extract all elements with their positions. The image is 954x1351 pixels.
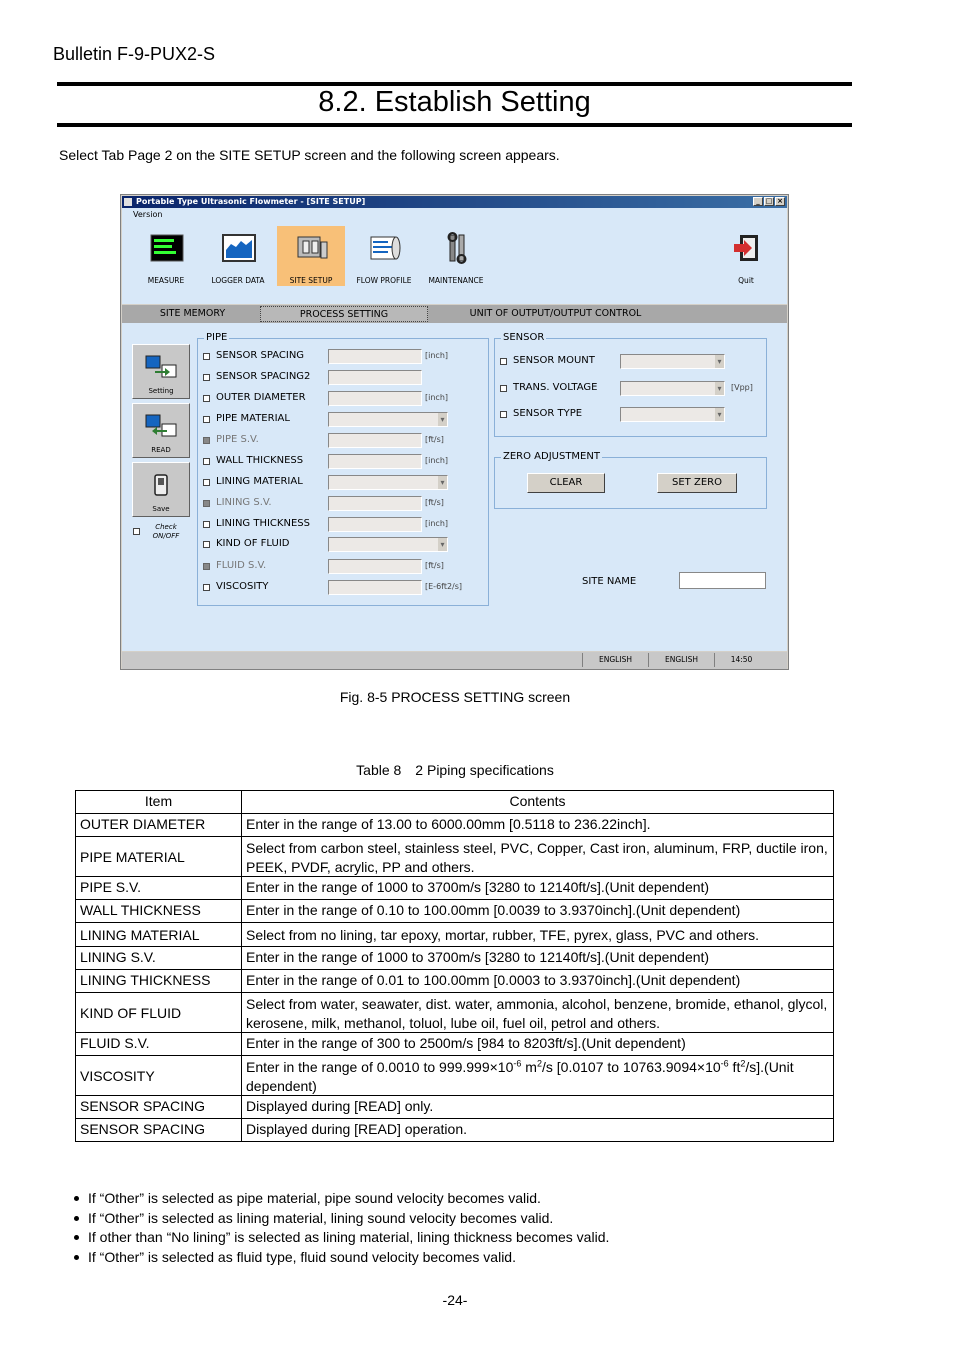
piping-spec-table (75, 790, 834, 1142)
notes-list (72, 1190, 609, 1268)
pipe-row-input[interactable] (328, 580, 422, 595)
superscript: -6 (720, 1058, 729, 1069)
pipe-row-checkbox[interactable] (203, 479, 210, 486)
table-caption: Table 8 2 Piping specifications (356, 762, 554, 778)
page-number: -24- (442, 1292, 468, 1308)
title-bottom-rule (57, 123, 852, 127)
set-zero-button[interactable]: SET ZERO (657, 473, 737, 493)
site-name-input[interactable] (679, 572, 766, 589)
toolbar-site-setup[interactable] (277, 226, 345, 286)
pipe-row-label: PIPE MATERIAL (216, 413, 290, 424)
toolbar-flow-profile[interactable] (350, 226, 418, 286)
table-item-cell: KIND OF FLUID (76, 993, 242, 1033)
zero-adjustment-group (494, 451, 767, 509)
table-row (76, 947, 834, 970)
pipe-row-label: KIND OF FLUID (216, 538, 290, 549)
app-icon (124, 198, 132, 206)
pipe-row (198, 580, 488, 596)
pipe-row-checkbox[interactable] (203, 416, 210, 423)
table-item-cell: LINING MATERIAL (76, 923, 242, 947)
table-header-cell: Contents (242, 791, 834, 814)
read-button[interactable] (132, 403, 190, 458)
toolbar-logger-data[interactable] (204, 226, 272, 286)
process-setting-panel (122, 323, 787, 651)
pipe-row-input[interactable] (328, 391, 422, 406)
table-contents-cell: Select from water, seawater, dist. water, ammonia, alcohol, benzene, bromide, ethanol, glycol, kerosene, milk, methanol, toluol, lube oil, fuel oil, petrol and others. (242, 993, 834, 1033)
toolbar-label: MEASURE (147, 276, 185, 285)
table-contents-cell: Displayed during [READ] operation. (242, 1119, 834, 1142)
sensor-row-unit: [Vpp] (731, 383, 753, 392)
note-item: If other than “No lining” is selected as lining material, lining thickness becomes valid. (72, 1229, 609, 1249)
sensor-legend: SENSOR (503, 332, 545, 343)
pipe-row-checkbox[interactable] (203, 437, 210, 444)
note-item: If “Other” is selected as pipe material, pipe sound velocity becomes valid. (72, 1190, 609, 1210)
toolbar (122, 222, 787, 304)
save-device-icon (145, 473, 177, 499)
table-contents-cell: Enter in the range of 13.00 to 6000.00mm [0.5118 to 236.22inch]. (242, 814, 834, 837)
table-contents-cell: Enter in the range of 1000 to 3700m/s [3280 to 12140ft/s].(Unit dependent) (242, 947, 834, 970)
pipe-row-unit: [ft/s] (425, 435, 444, 444)
pipe-row-label: LINING THICKNESS (216, 518, 310, 529)
toolbar-label: FLOW PROFILE (356, 276, 412, 285)
sensor-row (495, 381, 765, 397)
pipe-row-label: SENSOR SPACING2 (216, 371, 311, 382)
table-row (76, 900, 834, 923)
sensor-row-select[interactable] (620, 354, 725, 369)
pipe-row-input[interactable] (328, 496, 422, 511)
pipe-row-unit: [inch] (425, 519, 449, 528)
pipe-row (198, 370, 488, 386)
pipe-row (198, 349, 488, 365)
logger-chart-icon (222, 232, 256, 264)
superscript: 2 (740, 1058, 746, 1069)
tab-strip (122, 305, 787, 323)
pipe-row-unit: [ft/s] (425, 561, 444, 570)
section-title: 8.2. Establish Setting (318, 86, 591, 118)
zero-legend: ZERO ADJUSTMENT (503, 451, 600, 462)
intro-text: Select Tab Page 2 on the SITE SETUP screen and the following screen appears. (59, 147, 560, 163)
site-name-label: SITE NAME (582, 576, 637, 587)
note-item: If “Other” is selected as lining material, lining sound velocity becomes valid. (72, 1210, 609, 1230)
menu-bar (122, 208, 787, 222)
pipe-row-unit: [inch] (425, 456, 449, 465)
pipe-row-input[interactable] (328, 454, 422, 469)
window-titlebar (122, 196, 787, 208)
pipe-row-unit: [E-6ft2/s] (425, 582, 463, 591)
maximize-icon[interactable]: □ (765, 197, 773, 205)
pipe-row-checkbox[interactable] (203, 563, 210, 570)
pipe-row-label: PIPE S.V. (216, 434, 259, 445)
table-row (76, 1096, 834, 1119)
sensor-row-checkbox[interactable] (500, 358, 507, 365)
pipe-row (198, 537, 488, 553)
pipe-row-input[interactable] (328, 433, 422, 448)
pipe-row-checkbox[interactable] (203, 374, 210, 381)
setting-button[interactable] (132, 344, 190, 399)
table-item-cell: SENSOR SPACING (76, 1119, 242, 1142)
text-run: Enter in the range of 0.0010 to 999.999×10 (246, 1059, 514, 1075)
table-row (76, 814, 834, 837)
side-button-label: Save (152, 505, 170, 513)
pipe-row (198, 517, 488, 533)
site-setup-window (120, 194, 789, 670)
monitor-read-icon (145, 414, 177, 440)
table-item-cell: LINING THICKNESS (76, 970, 242, 993)
pipe-row (198, 559, 488, 575)
pipe-row (198, 496, 488, 512)
table-contents-cell: Select from no lining, tar epoxy, mortar, rubber, TFE, pyrex, glass, PVC and others. (242, 923, 834, 947)
tab-site-memory[interactable]: SITE MEMORY (159, 308, 226, 319)
pipe-group (197, 332, 489, 606)
pipe-row (198, 391, 488, 407)
side-button-label: Setting (148, 387, 174, 395)
pipe-row (198, 475, 488, 491)
status-language-2: ENGLISH (648, 653, 714, 667)
pipe-row-checkbox[interactable] (203, 458, 210, 465)
pipe-row (198, 454, 488, 470)
flow-profile-icon (368, 232, 402, 264)
sensor-row-label: SENSOR MOUNT (513, 355, 595, 366)
table-contents-cell: Enter in the range of 0.01 to 100.00mm [0.0003 to 3.9370inch].(Unit dependent) (242, 970, 834, 993)
minimize-icon[interactable]: _ (753, 197, 763, 206)
tools-icon (440, 232, 474, 264)
table-row (76, 877, 834, 900)
pipe-row-unit: [ft/s] (425, 498, 444, 507)
sensor-row-label: SENSOR TYPE (513, 408, 583, 419)
pipe-row-label: FLUID S.V. (216, 560, 267, 571)
save-button[interactable] (132, 462, 190, 517)
toolbar-label: Quit (738, 276, 754, 285)
table-item-cell: FLUID S.V. (76, 1033, 242, 1056)
pipe-row-input[interactable] (328, 559, 422, 574)
side-button-label: READ (151, 446, 171, 454)
table-header-cell: Item (76, 791, 242, 814)
pipe-row-input[interactable] (328, 517, 422, 532)
clear-button[interactable]: CLEAR (527, 473, 605, 493)
toolbar-maintenance[interactable] (422, 226, 490, 286)
pipe-row-label: OUTER DIAMETER (216, 392, 306, 403)
note-item: If “Other” is selected as fluid type, fluid sound velocity becomes valid. (72, 1249, 609, 1269)
measure-display-icon (150, 232, 184, 264)
pipe-row-input[interactable] (328, 370, 422, 385)
pipe-row-select[interactable] (328, 412, 448, 427)
tab-process-setting[interactable]: PROCESS SETTING (260, 306, 428, 322)
monitor-send-icon (145, 355, 177, 381)
table-header-row (76, 791, 834, 814)
sensor-row (495, 354, 765, 370)
table-item-cell: VISCOSITY (76, 1056, 242, 1096)
table-row (76, 993, 834, 1033)
check-label-line1: Check (155, 523, 177, 531)
pipe-row-checkbox[interactable] (203, 500, 210, 507)
pipe-row-label: LINING MATERIAL (216, 476, 303, 487)
exit-door-icon (730, 232, 764, 264)
toolbar-measure[interactable] (132, 226, 200, 286)
sensor-row (495, 407, 765, 423)
table-contents-cell (242, 1056, 834, 1096)
pipe-row-checkbox[interactable] (203, 395, 210, 402)
text-run: ft (728, 1059, 741, 1075)
table-row (76, 1056, 834, 1096)
sensor-row-select[interactable] (620, 381, 725, 396)
pipe-row-select[interactable] (328, 537, 448, 552)
pipe-row-label: LINING S.V. (216, 497, 272, 508)
toolbar-quit[interactable] (712, 226, 780, 286)
table-contents-cell: Enter in the range of 300 to 2500m/s [984 to 8203ft/s].(Unit dependent) (242, 1033, 834, 1056)
pipe-row (198, 433, 488, 449)
sensor-group (494, 332, 767, 437)
pipe-row-checkbox[interactable] (203, 521, 210, 528)
status-bar (122, 652, 787, 669)
bulletin-header: Bulletin F-9-PUX2-S (53, 44, 216, 64)
menu-version[interactable]: Version (133, 210, 163, 219)
pipe-row-checkbox[interactable] (203, 541, 210, 548)
table-item-cell: LINING S.V. (76, 947, 242, 970)
table-row (76, 837, 834, 877)
sensor-row-select[interactable] (620, 407, 725, 422)
text-run: /s [0.0107 to 10763.9094×10 (541, 1059, 721, 1075)
table-contents-cell: Enter in the range of 0.10 to 100.00mm [0.0039 to 3.9370inch].(Unit dependent) (242, 900, 834, 923)
pipe-row-label: WALL THICKNESS (216, 455, 304, 466)
table-contents-cell: Enter in the range of 1000 to 3700m/s [3280 to 12140ft/s].(Unit dependent) (242, 877, 834, 900)
pipe-row-input[interactable] (328, 349, 422, 364)
text-run: /s].(Unit dependent) (246, 1059, 794, 1094)
sensor-row-label: TRANS. VOLTAGE (513, 382, 598, 393)
table-item-cell: OUTER DIAMETER (76, 814, 242, 837)
check-onoff-label (148, 523, 184, 541)
status-language-1: ENGLISH (582, 653, 648, 667)
sensor-row-checkbox[interactable] (500, 385, 507, 392)
pipe-row-checkbox[interactable] (203, 584, 210, 591)
toolbar-label: MAINTENANCE (428, 276, 484, 285)
status-time: 14:50 (714, 653, 768, 667)
text-run: m (521, 1059, 537, 1075)
tab-unit-output-control[interactable]: UNIT OF OUTPUT/OUTPUT CONTROL (469, 308, 642, 319)
pipe-row (198, 412, 488, 428)
superscript: 2 (536, 1058, 542, 1069)
check-label-line2: ON/OFF (152, 532, 180, 540)
table-contents-cell: Select from carbon steel, stainless steel, PVC, Copper, Cast iron, aluminum, FRP, ductile iron, PEEK, PVDF, acrylic, PP and others. (242, 837, 834, 877)
superscript: -6 (513, 1058, 522, 1069)
toolbar-label: SITE SETUP (289, 276, 333, 285)
pipe-row-unit: [inch] (425, 351, 449, 360)
site-setup-icon (295, 232, 329, 264)
table-item-cell: PIPE MATERIAL (76, 837, 242, 877)
table-item-cell: PIPE S.V. (76, 877, 242, 900)
table-item-cell: WALL THICKNESS (76, 900, 242, 923)
pipe-legend: PIPE (206, 332, 228, 343)
table-row (76, 1119, 834, 1142)
toolbar-label: LOGGER DATA (211, 276, 265, 285)
pipe-row-label: SENSOR SPACING (216, 350, 305, 361)
table-item-cell: SENSOR SPACING (76, 1096, 242, 1119)
sensor-row-checkbox[interactable] (500, 411, 507, 418)
close-icon[interactable]: × (775, 197, 785, 206)
figure-caption: Fig. 8-5 PROCESS SETTING screen (339, 689, 571, 705)
table-row (76, 1033, 834, 1056)
table-contents-cell: Displayed during [READ] only. (242, 1096, 834, 1119)
pipe-row-checkbox[interactable] (203, 353, 210, 360)
pipe-row-unit: [inch] (425, 393, 449, 402)
table-row (76, 923, 834, 947)
pipe-row-select[interactable] (328, 475, 448, 490)
check-onoff-checkbox[interactable] (133, 528, 140, 535)
pipe-row-label: VISCOSITY (216, 581, 269, 592)
table-row (76, 970, 834, 993)
window-title: Portable Type Ultrasonic Flowmeter - [SITE SETUP] (136, 197, 366, 206)
